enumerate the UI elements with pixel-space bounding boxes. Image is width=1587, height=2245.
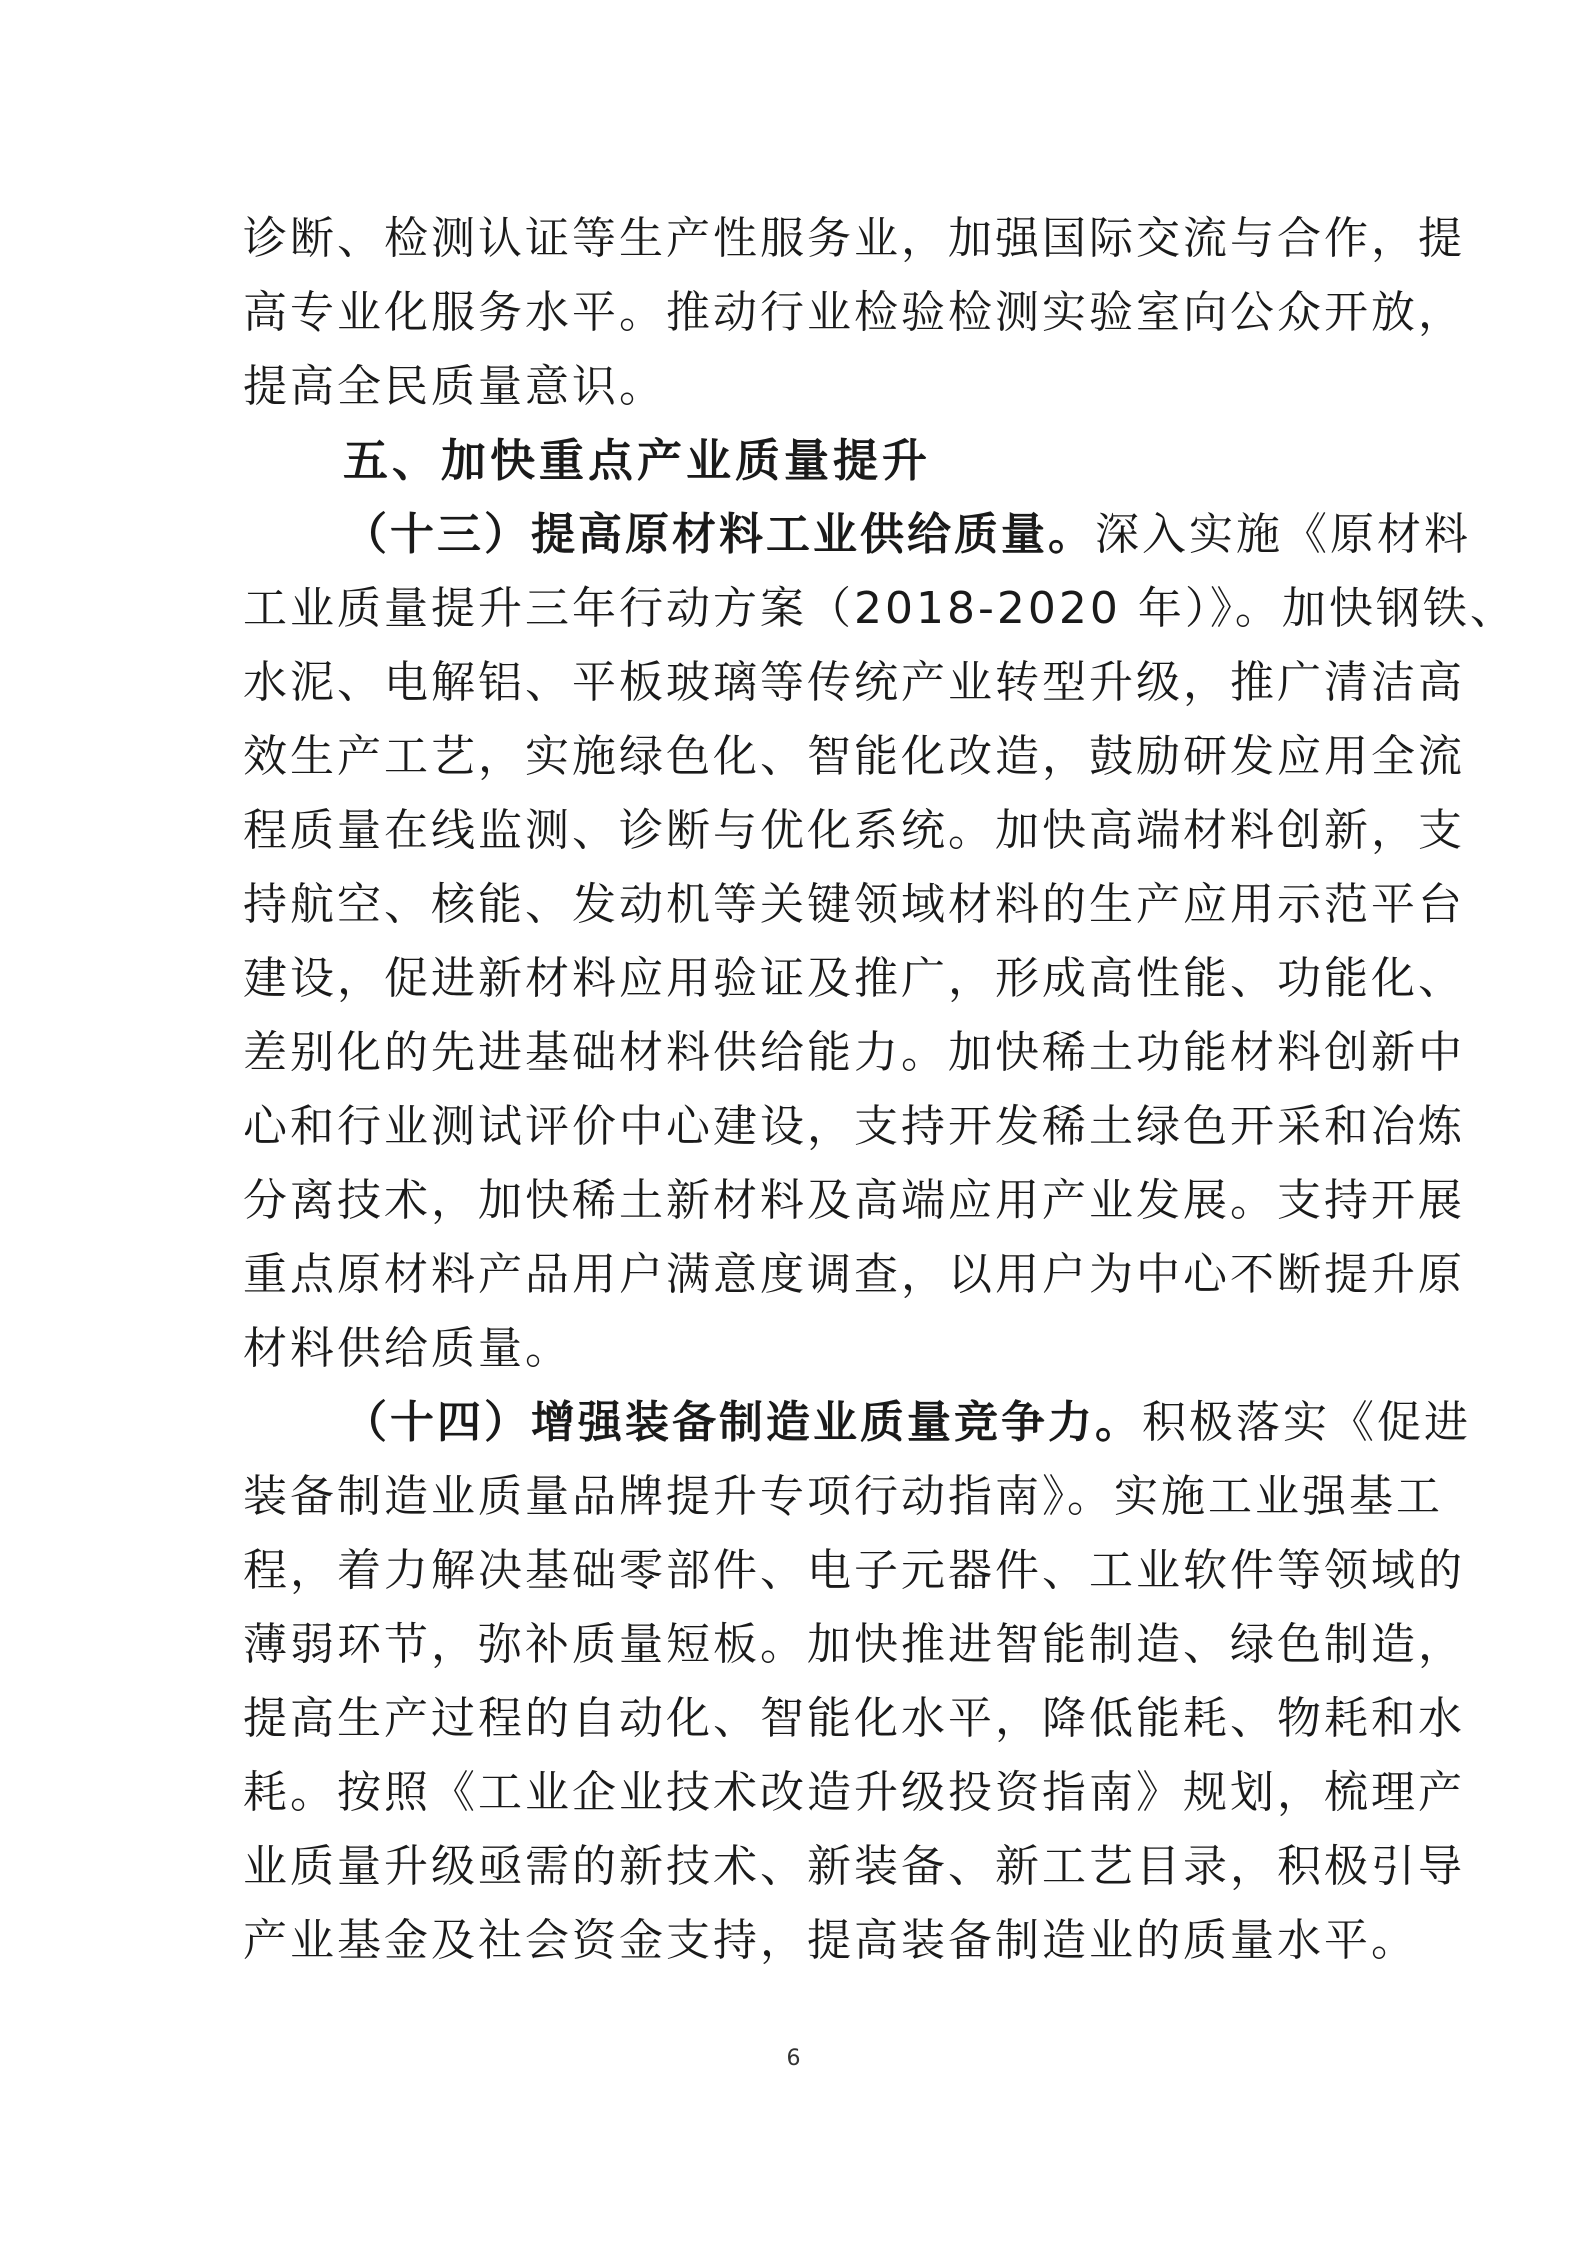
- text-line: 产业基金及社会资金支持，提高装备制造业的质量水平。: [243, 1915, 1418, 1966]
- text-line: 提高生产过程的自动化、智能化水平，降低能耗、物耗和水: [243, 1693, 1465, 1744]
- text-line: 程，着力解决基础零部件、电子元器件、工业软件等领域的: [243, 1545, 1465, 1596]
- text-line: 材料供给质量。: [243, 1323, 572, 1374]
- text-line: 提高全民质量意识。: [243, 361, 666, 412]
- text-line: 程质量在线监测、诊断与优化系统。加快高端材料创新，支: [243, 805, 1465, 856]
- text-line: 水泥、电解铝、平板玻璃等传统产业转型升级，推广清洁高: [243, 657, 1465, 708]
- paragraph-lead-text: 积极落实《促进: [1142, 1397, 1471, 1448]
- paragraph-lead-title: （十三）提高原材料工业供给质量。: [343, 509, 1095, 560]
- text-line: 持航空、核能、发动机等关键领域材料的生产应用示范平台: [243, 879, 1465, 930]
- text-line: 业质量升级亟需的新技术、新装备、新工艺目录，积极引导: [243, 1841, 1465, 1892]
- text-line: 建设，促进新材料应用验证及推广，形成高性能、功能化、: [243, 953, 1465, 1004]
- text-line: 重点原材料产品用户满意度调查，以用户为中心不断提升原: [243, 1249, 1465, 1300]
- paragraph-continued: [243, 202, 1465, 424]
- text-line: 心和行业测试评价中心建设，支持开发稀土绿色开采和冶炼: [243, 1101, 1465, 1152]
- text-line: 工业质量提升三年行动方案（2018-2020 年）》。加快钢铁、: [243, 583, 1517, 634]
- paragraph-lead-text: 深入实施《原材料: [1095, 509, 1471, 560]
- text-line: 诊断、检测认证等生产性服务业，加强国际交流与合作，提: [243, 213, 1465, 264]
- text-line: 装备制造业质量品牌提升专项行动指南》。实施工业强基工: [243, 1471, 1443, 1522]
- text-line: 差别化的先进基础材料供给能力。加快稀土功能材料创新中: [243, 1027, 1465, 1078]
- section-heading: 五、加快重点产业质量提升: [343, 434, 932, 487]
- page-content: [243, 202, 1517, 1978]
- text-line: 分离技术，加快稀土新材料及高端应用产业发展。支持开展: [243, 1175, 1465, 1226]
- paragraph-first-line: [243, 498, 1471, 572]
- paragraph-14: [243, 1386, 1471, 1978]
- text-line: 高专业化服务水平。推动行业检验检测实验室向公众开放，: [243, 287, 1465, 338]
- paragraph-first-line: [243, 1386, 1471, 1460]
- paragraph-lead-title: （十四）增强装备制造业质量竞争力。: [343, 1397, 1142, 1448]
- text-line: 薄弱环节，弥补质量短板。加快推进智能制造、绿色制造，: [243, 1619, 1465, 1670]
- page-number: 6: [786, 2046, 801, 2071]
- text-line: 耗。按照《工业企业技术改造升级投资指南》规划，梳理产: [243, 1767, 1465, 1818]
- text-line: 效生产工艺，实施绿色化、智能化改造，鼓励研发应用全流: [243, 731, 1465, 782]
- paragraph-13: [243, 498, 1517, 1386]
